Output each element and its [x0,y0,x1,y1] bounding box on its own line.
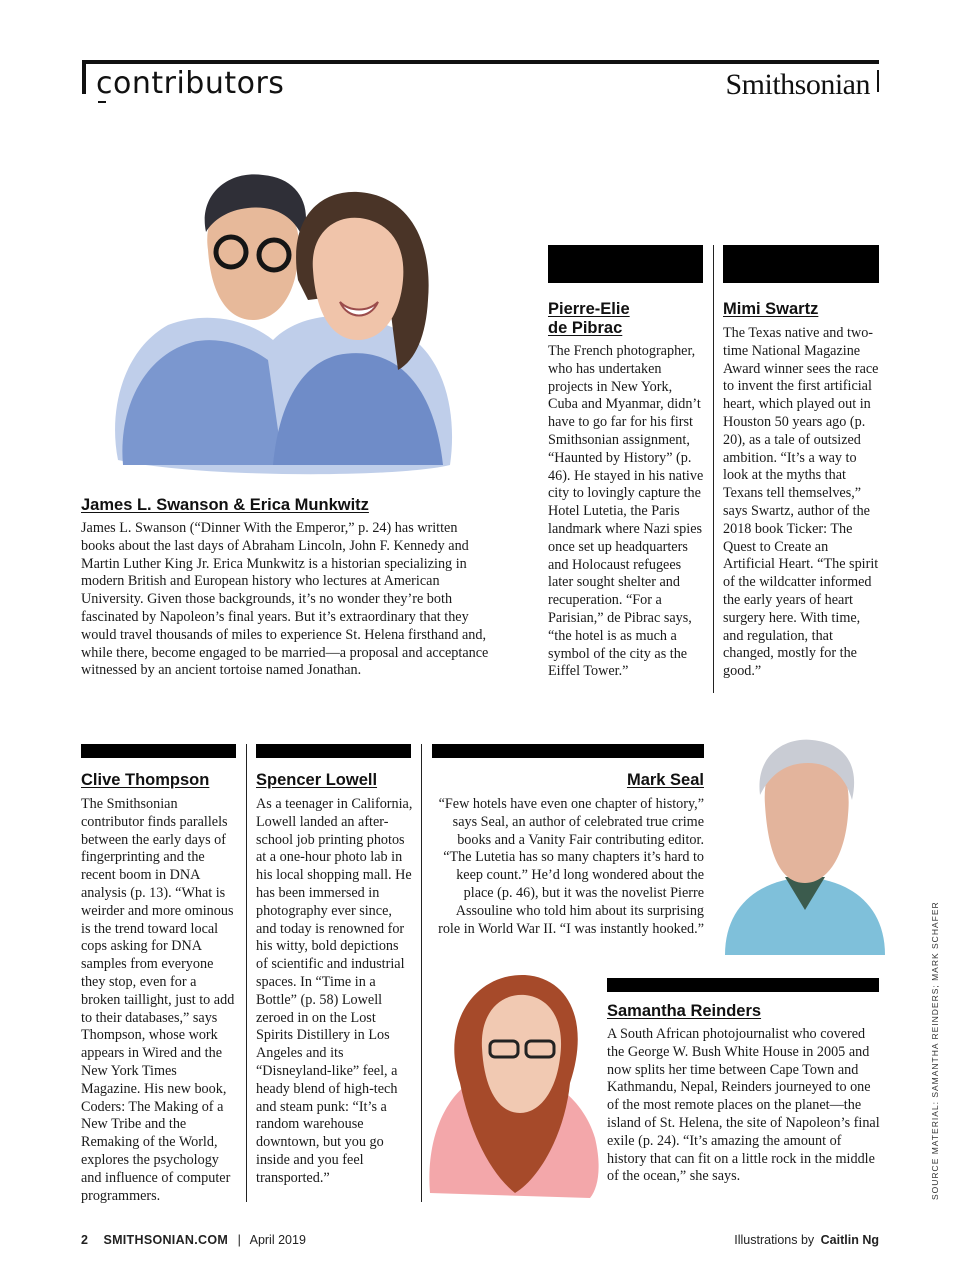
mark-seal-illustration [720,735,890,960]
footer-issue: April 2019 [249,1233,306,1247]
header-top-rule [82,60,879,64]
header-bar-reinders [607,978,879,992]
header-bar-seal [432,744,704,758]
column-divider [713,245,714,693]
section-marker-bar [82,64,86,94]
header-bar-pibrac [548,245,703,283]
illustrations-credit-prefix: Illustrations by [734,1233,815,1247]
contributor-bio-lowell: As a teenager in California, Lowell landed an after-school job printing photos at a one-hour photo lab in his local shopping mall. He has been immersed in photography ever since, and today is renowned for his witty, bold depictions of scientific and industrial spaces. In “Time in a Bottle” (p. 58) Lowell zeroed in on the Lost Spirits Distillery in Los Angeles and its “Disneyland-like” feel, a heady blend of high-tech and steam punk: “It’s a random warehouse downtown, but you go inside and you feel transported.” [256,796,413,1186]
samantha-reinders-illustration [420,963,605,1203]
section-title-tick [98,101,106,103]
contributor-bio-swanson-munkwitz: James L. Swanson (“Dinner With the Emperor,” p. 24) has written books about the last days of Abraham Lincoln, John F. Kennedy and Martin Luther King Jr. Erica Munkwitz is a historian specializing in modern British and European history who lectures at American University. Given those backgrounds, it’s no wonder they’re both fascinated by Napoleon’s final years. But it’s extraordinary that they would travel thousands of miles to experience St. Helena firsthand and, while there, become engaged to be married—a proposal and acceptance witnessed by an ancient tortoise named Jonathan. [81,520,489,679]
footer-site: SMITHSONIAN.COM [103,1233,229,1247]
contributor-name-thompson: Clive Thompson [81,771,210,789]
header-bar-swartz [723,245,879,283]
contributor-name-swanson-munkwitz: James L. Swanson & Erica Munkwitz [81,496,369,514]
footer-separator: | [237,1233,241,1247]
contributor-bio-seal: “Few hotels have even one chapter of history,” says Seal, an author of celebrated true crime books and a Vanity Fair contributing editor. “The Lutetia has so many chapters it’s hard to keep count.” He’d long wondered about the place (p. 46), but it was the novelist Pierre Assouline who told him about its surprising role in World War II. “I was instantly hooked.” [438,796,704,937]
contributor-bio-swartz: The Texas native and two-time National Magazine Award winner sees the race to invent the first artificial heart, which played out in Houston 50 years ago (p. 20), as a tale of outsized ambition. “It’s a way to look at the myths that Texans tell themselves,” says Swartz, author of the 2018 book Ticker: The Quest to Create an Artificial Heart. “The spirit of the wildcatter informed the early years of heart surgery here. With time, and regulation, that changed, mostly for the good.” [723,325,879,680]
contributor-name-pibrac-line1: Pierre-Elie [548,300,630,318]
contributor-name-reinders: Samantha Reinders [607,1002,762,1020]
header-bar-lowell [256,744,411,758]
footer-right [734,1233,879,1247]
page-number: 2 [81,1233,88,1247]
contributor-name-lowell: Spencer Lowell [256,771,378,789]
section-title: contributors [96,66,285,101]
header-bar-thompson [81,744,236,758]
contributor-name-seal: Mark Seal [626,771,704,789]
brand-bar [877,70,879,92]
contributor-name-pibrac-line2: de Pibrac [548,319,623,337]
illustrator-name: Caitlin Ng [820,1233,879,1247]
source-credit: SOURCE MATERIAL: SAMANTHA REINDERS; MARK SCHAFER [930,901,940,1200]
footer-left [81,1233,306,1247]
contributor-name-swartz: Mimi Swartz [723,300,819,318]
contributor-bio-reinders: A South African photojournalist who covered the George W. Bush White House in 2005 and now splits her time between Cape Town and Kathmandu, Nepal, Reinders journeyed to one of the most remote places on the planet—the island of St. Helena, the site of Napoleon’s final exile (p. 24). “It’s amazing the amount of history that can fit on a little rock in the middle of the ocean,” she says. [607,1026,880,1185]
contributor-bio-pibrac: The French photographer, who has undertaken projects in New York, Cuba and Myanmar, didn’t have to go far for his first Smithsonian assignment, “Haunted by History” (p. 46). He stayed in his native city to lovingly capture the Hotel Lutetia, the Paris landmark where Nazi spies once set up headquarters and Holocaust refugees later sought shelter and recuperation. “For a Parisian,” de Pibrac says, “the hotel is as much a symbol of the city as the Eiffel Tower.” [548,343,704,680]
contributor-bio-thompson: The Smithsonian contributor finds parallels between the early days of fingerprinting and the recent boom in DNA analysis (p. 13). “What is weirder and more ominous is the trend toward local cops asking for DNA samples from everyone they stop, even for a broken taillight, just to add to their databases,” says Thompson, whose work appears in Wired and the New York Times Magazine. His new book, Coders: The Making of a New Tribe and the Remaking of the World, explores the psychology and influence of computer programmers. [81,796,235,1204]
brand-logo: Smithsonian [725,68,870,101]
column-divider [246,744,247,1202]
swanson-munkwitz-illustration [98,160,470,480]
